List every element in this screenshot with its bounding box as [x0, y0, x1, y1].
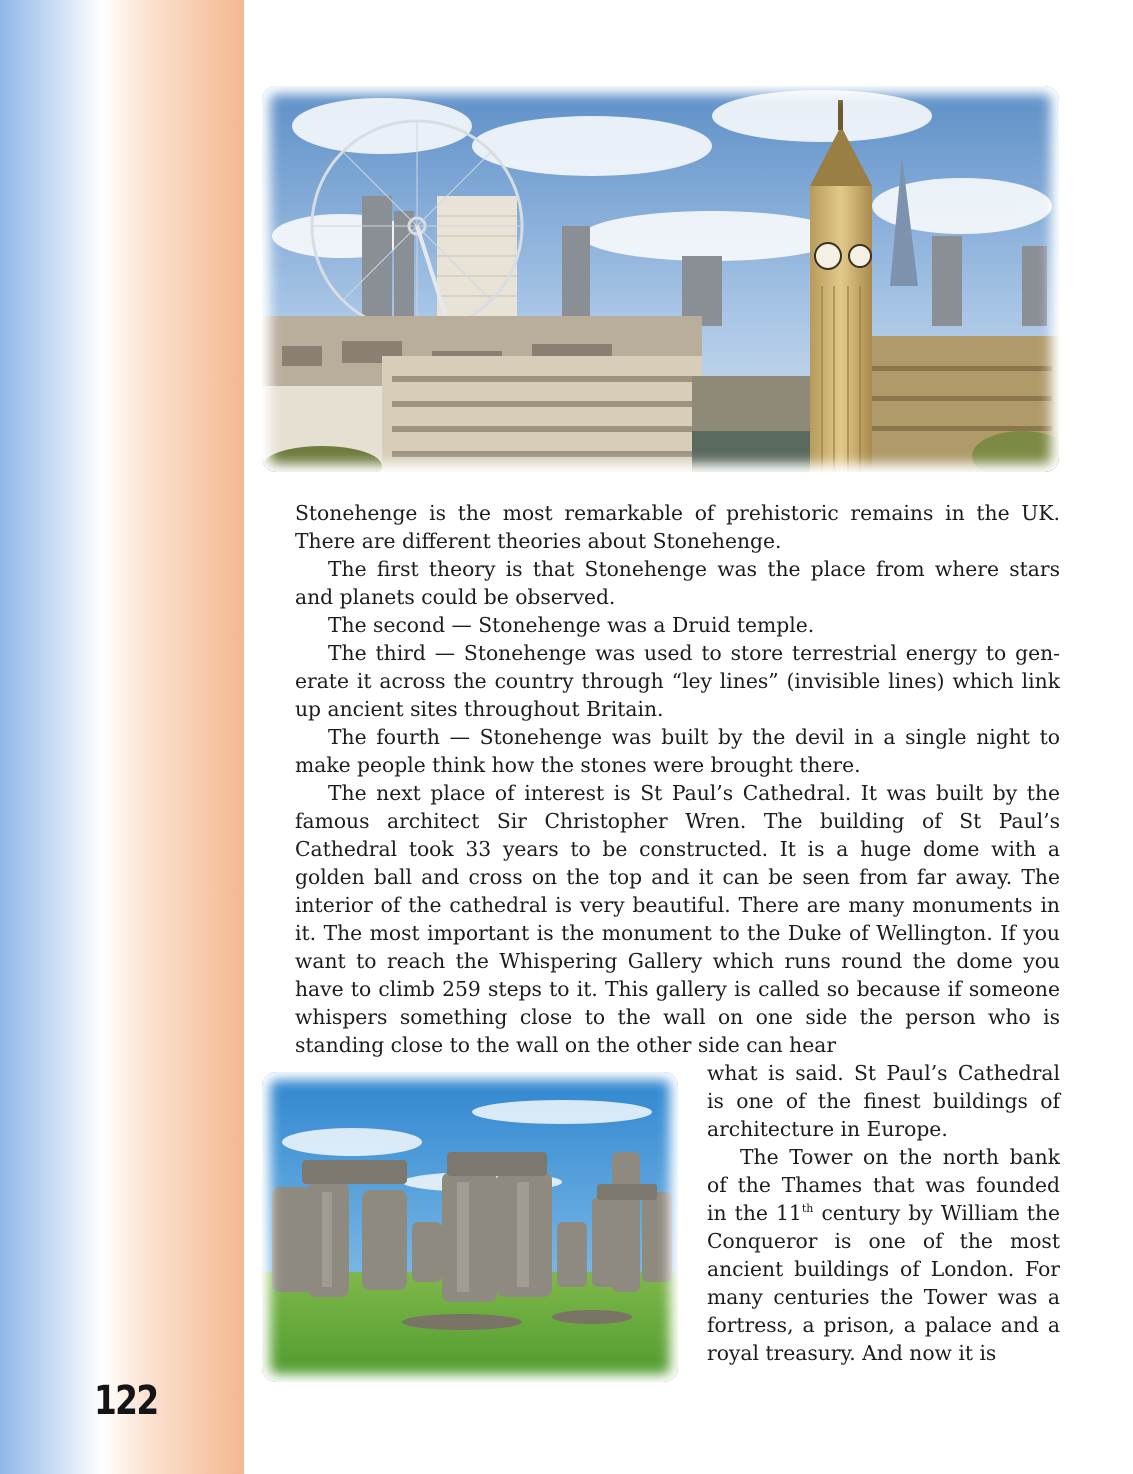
paragraph-theory-3: The third — Stonehenge was used to store terrestrial energy to generate it across the country through “ley lines” (invisible lines) which link up ancient sites throughout Britain. — [295, 641, 1060, 721]
paragraph-theory-4: The fourth — Stonehenge was built by the devil in a single night to make people think how the stones were brought there. — [295, 725, 1060, 777]
london-skyline-photo — [262, 86, 1059, 472]
page-number: 122 — [94, 1378, 158, 1424]
paragraph-tower — [707, 1143, 1060, 1367]
tower-text-end: century by William the Conqueror is one of the most ancient buildings of London. For many centuries the Tower was a fortress, a prison, a palace and a royal treasury. And now it is — [707, 1201, 1060, 1365]
paragraph-theory-2: The second — Stonehenge was a Druid temple. — [328, 613, 815, 637]
side-text-block — [707, 1059, 1060, 1367]
paragraph-st-pauls: The next place of interest is St Paul’s Cathedral. It was built by the famous architect Sir Christopher Wren. The building of St Paul’s Cathedral took 33 years to be constructed. It is a huge dome with a golden ball and cross on the top and it can be seen from far away. The interior of the cathedral is very beautiful. There are many monuments in it. The most important is the monument to the Duke of Wellington. If you want to reach the Whispering Gallery which runs round the dome you have to climb 259 steps to it. This gallery is called so because if someone whispers something close to the wall on one side the person who is standing close to the wall on the other side can hear — [295, 781, 1060, 1057]
ordinal-suffix: th — [801, 1202, 814, 1215]
paragraph-theory-1: The first theory is that Stonehenge was the place from where stars and planets could be observed. — [295, 557, 1060, 609]
paragraph-intro: Stonehenge is the most remarkable of prehistoric remains in the UK. There are different theories about Stonehenge. — [295, 501, 1060, 553]
stonehenge-photo — [262, 1072, 678, 1382]
side-color-stripe — [0, 0, 244, 1474]
main-text-block — [295, 499, 1060, 1059]
paragraph-st-pauls-end: what is said. St Paul’s Cathedral is one of the finest buildings of architecture in Europe. — [707, 1061, 1060, 1141]
tower-text-start: The Tower on the north bank of the Thames that was founded in the 11 — [707, 1145, 1060, 1225]
